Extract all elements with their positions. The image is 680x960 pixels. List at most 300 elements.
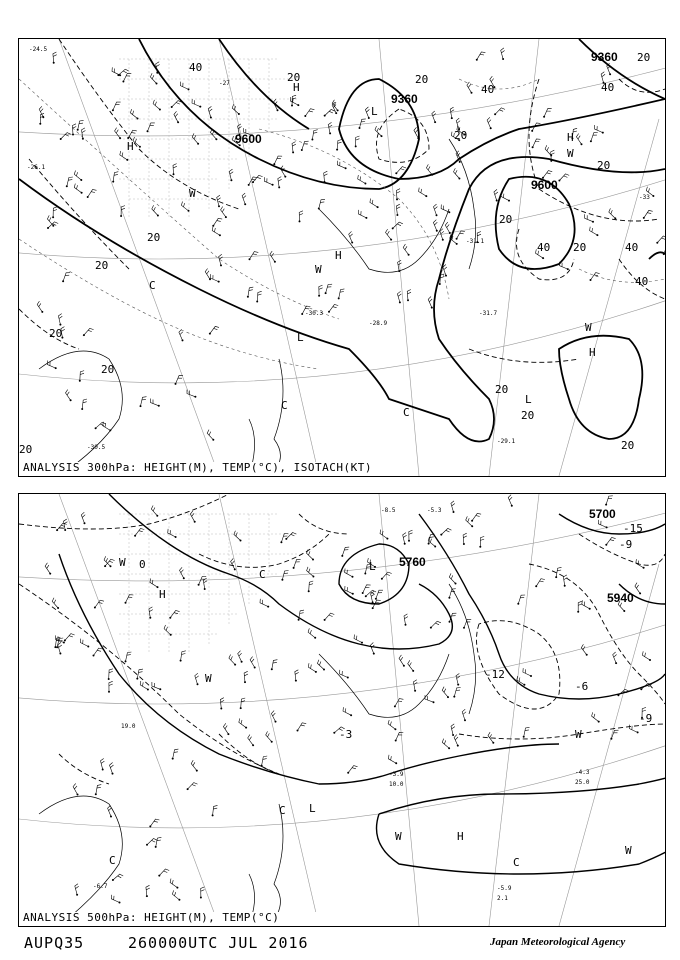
wind-barb: [451, 724, 455, 735]
station-dot: [596, 234, 598, 236]
station-dot: [187, 788, 189, 790]
station-dot: [301, 313, 303, 315]
wind-barb: [248, 287, 253, 297]
wind-barb: [151, 399, 159, 406]
wind-barb: [606, 496, 613, 505]
station-temp: -5.9: [497, 885, 512, 892]
wind-barb: [298, 723, 307, 731]
wind-barb: [152, 205, 158, 215]
wind-barb: [130, 109, 137, 118]
wind-barb: [156, 837, 162, 847]
temp-label: -9: [639, 712, 653, 725]
wind-barb: [319, 199, 325, 208]
isotach-label: 20: [499, 213, 513, 226]
wind-barb: [78, 120, 84, 129]
station-dot: [252, 744, 254, 746]
station-dot: [433, 701, 435, 703]
station-temp: -31.7: [479, 310, 498, 317]
station-dot: [463, 543, 465, 545]
station-dot: [278, 186, 280, 188]
isotach-contours-300: [19, 39, 665, 362]
station-dot: [431, 174, 433, 176]
wind-barb: [153, 100, 160, 110]
wind-barb: [508, 495, 512, 506]
station-dot: [240, 707, 242, 709]
panel-caption-500: ANALYSIS 500hPa: HEIGHT(M), TEMP(°C): [23, 911, 280, 924]
wind-barb: [148, 123, 155, 131]
wind-barb: [192, 99, 200, 107]
station-dot: [508, 200, 510, 202]
wind-barb: [324, 171, 328, 182]
wind-barb: [205, 269, 210, 280]
station-dot: [463, 627, 465, 629]
station-dot: [471, 92, 473, 94]
station-dot: [431, 307, 433, 309]
station-dot: [405, 624, 407, 626]
wind-barb: [642, 651, 650, 660]
station-dot: [439, 283, 441, 285]
station-dot: [324, 115, 326, 117]
station-dot: [311, 139, 313, 141]
wind-barb: [533, 139, 541, 147]
station-dot: [225, 216, 227, 218]
station-dot: [453, 696, 455, 698]
wind-barb: [592, 712, 599, 721]
station-dot: [297, 730, 299, 732]
wind-barb: [466, 516, 473, 526]
wind-barb: [591, 133, 598, 142]
wind-barb: [74, 171, 81, 181]
wind-barb: [229, 169, 233, 180]
wind-barb: [449, 573, 455, 583]
wind-barb: [308, 663, 316, 672]
wind-barb: [365, 107, 369, 118]
wind-barb: [81, 512, 85, 523]
wind-barb: [545, 145, 551, 155]
coastlines: [39, 584, 476, 926]
wind-barb: [370, 643, 374, 654]
station-dot: [209, 278, 211, 280]
station-dot: [60, 138, 62, 140]
station-dot: [94, 607, 96, 609]
wind-barb: [82, 399, 87, 409]
warm-center: W: [119, 556, 126, 569]
station-dot: [347, 772, 349, 774]
station-dot: [543, 116, 545, 118]
wind-barb: [152, 682, 160, 689]
station-dot: [156, 515, 158, 517]
station-dot: [267, 606, 269, 608]
station-dot: [212, 439, 214, 441]
station-dot: [66, 185, 68, 187]
wind-barb: [463, 533, 467, 544]
wind-barb: [456, 674, 460, 685]
station-dot: [149, 617, 151, 619]
wind-barb: [454, 688, 460, 697]
station-dot: [314, 637, 316, 639]
temp-label: -15: [623, 522, 643, 535]
wind-barb: [241, 698, 246, 708]
station-dot: [335, 112, 337, 114]
station-dot: [204, 588, 206, 590]
station-dot: [396, 214, 398, 216]
wind-barb: [109, 669, 113, 679]
station-dot: [492, 742, 494, 744]
wind-barb: [220, 698, 224, 709]
wind-barb: [339, 289, 345, 299]
wind-barb: [494, 189, 498, 200]
temperature-labels-500: [139, 522, 652, 741]
wind-barb: [559, 174, 569, 181]
station-dot: [140, 405, 142, 407]
wind-barb: [201, 887, 205, 898]
wind-barb: [431, 621, 441, 627]
low-center: L: [297, 331, 304, 344]
station-dot: [112, 879, 114, 881]
wind-barb: [150, 578, 158, 587]
station-dot: [156, 72, 158, 74]
station-dot: [56, 646, 58, 648]
station-dot: [72, 134, 74, 136]
station-dot: [158, 405, 160, 407]
station-dot: [365, 595, 367, 597]
agency-name: Japan Meteorological Agency: [490, 936, 626, 948]
wind-barb: [210, 326, 219, 333]
station-dot: [649, 659, 651, 661]
wind-barb: [244, 671, 248, 682]
wind-barb: [195, 673, 199, 684]
wind-barb: [451, 501, 455, 512]
station-dot: [425, 195, 427, 197]
wind-barb: [257, 291, 262, 301]
station-temp: -27: [219, 80, 230, 87]
station-dot: [62, 280, 64, 282]
station-dot: [95, 427, 97, 429]
station-dot: [159, 109, 161, 111]
station-dot: [605, 544, 607, 546]
station-dot: [41, 311, 43, 313]
coastlines: [39, 139, 476, 476]
station-dot: [212, 225, 214, 227]
station-temp: -30.5: [87, 444, 106, 451]
isotach-label: 20: [597, 159, 611, 172]
station-dot: [125, 602, 127, 604]
wind-barb: [47, 361, 55, 369]
wind-barb: [432, 111, 436, 122]
wind-barb: [345, 569, 353, 577]
wind-barb: [221, 207, 226, 218]
station-dot: [183, 577, 185, 579]
station-dot: [328, 311, 330, 313]
wind-barb: [266, 731, 272, 741]
isotach-label: 20: [95, 259, 109, 272]
station-dot: [108, 691, 110, 693]
wind-barb: [140, 681, 148, 690]
wind-barb: [349, 231, 353, 242]
chart-id: AUPQ35: [24, 934, 85, 952]
station-dot: [531, 130, 533, 132]
wind-barb: [388, 755, 396, 764]
wind-barb: [217, 195, 221, 206]
wind-barb: [399, 655, 404, 666]
station-dot: [476, 59, 478, 61]
station-dot: [80, 179, 82, 181]
station-dot: [120, 215, 122, 217]
station-dot: [136, 678, 138, 680]
station-dot: [284, 176, 286, 178]
pressure-centers-300: [127, 81, 596, 419]
height-label: 9600: [235, 132, 262, 146]
high-center: H: [159, 588, 166, 601]
wind-barb: [409, 530, 413, 541]
wind-barb: [75, 884, 79, 895]
wind-barb: [238, 651, 242, 662]
station-dot: [256, 301, 258, 303]
station-dot: [414, 690, 416, 692]
wind-barb: [360, 119, 366, 128]
station-dot: [249, 258, 251, 260]
wind-barb: [358, 175, 366, 184]
station-dot: [119, 902, 121, 904]
station-dot: [318, 208, 320, 210]
wind-barb: [53, 207, 57, 217]
station-dot: [577, 611, 579, 613]
station-dot: [209, 333, 211, 335]
station-dot: [352, 576, 354, 578]
station-dot: [490, 127, 492, 129]
station-dot: [586, 654, 588, 656]
station-dot: [605, 504, 607, 506]
station-dot: [403, 665, 405, 667]
wind-barb: [96, 422, 106, 428]
station-dot: [147, 689, 149, 691]
wind-barb: [213, 805, 218, 815]
station-dot: [459, 161, 461, 163]
station-dot: [238, 113, 240, 115]
station-dot: [338, 297, 340, 299]
station-dot: [234, 664, 236, 666]
station-dot: [81, 408, 83, 410]
station-dot: [640, 688, 642, 690]
station-dot: [292, 151, 294, 153]
wind-barb: [308, 628, 315, 637]
station-dot: [324, 619, 326, 621]
wind-barb: [113, 874, 123, 880]
wind-barb: [270, 251, 275, 262]
wind-barb: [445, 222, 450, 233]
wind-barb: [325, 613, 335, 620]
station-dot: [542, 257, 544, 259]
station-dot: [532, 146, 534, 148]
station-dot: [271, 668, 273, 670]
station-dot: [430, 627, 432, 629]
isotach-label: 20: [621, 439, 635, 452]
wind-barb: [413, 680, 417, 691]
station-temp: -4.3: [575, 769, 590, 776]
station-dot: [408, 254, 410, 256]
station-dot: [530, 675, 532, 677]
isotach-label: 40: [625, 241, 639, 254]
station-dot: [412, 670, 414, 672]
station-dot: [590, 140, 592, 142]
station-dot: [53, 62, 55, 64]
wind-barb: [457, 231, 465, 239]
wind-barb: [582, 600, 590, 608]
station-dot: [337, 109, 339, 111]
wind-barb: [58, 642, 62, 653]
wind-barb: [388, 720, 395, 729]
cold-center: C: [513, 856, 520, 869]
station-dot: [83, 334, 85, 336]
wind-barb: [332, 100, 337, 111]
wind-barb: [61, 133, 71, 139]
wind-barb: [495, 108, 505, 115]
isotach-label: 20: [19, 443, 33, 456]
station-dot: [122, 81, 124, 83]
station-dot: [523, 684, 525, 686]
temp-label: 0: [139, 558, 146, 571]
station-dot: [550, 160, 552, 162]
wind-barb: [450, 107, 454, 118]
warm-center: W: [205, 672, 212, 685]
station-dot: [589, 608, 591, 610]
station-dot: [398, 270, 400, 272]
station-dot: [564, 585, 566, 587]
station-dot: [345, 167, 347, 169]
wind-barb: [172, 890, 179, 899]
station-dot: [198, 584, 200, 586]
station-dot: [291, 105, 293, 107]
isotach-label: 20: [573, 241, 587, 254]
station-dot: [234, 568, 236, 570]
wind-barb: [84, 328, 94, 335]
wind-barb: [199, 577, 207, 585]
station-dot: [155, 846, 157, 848]
station-dot: [375, 598, 377, 600]
wind-barb: [309, 581, 314, 591]
station-dot: [112, 773, 114, 775]
wind-barb: [272, 660, 278, 670]
wind-barb: [523, 668, 531, 676]
isotach-label: 20: [495, 383, 509, 396]
station-dot: [390, 239, 392, 241]
station-dot: [399, 301, 401, 303]
station-dot: [299, 220, 301, 222]
station-dot: [609, 73, 611, 75]
station-dot: [652, 195, 654, 197]
wind-barb: [239, 718, 246, 727]
station-dot: [175, 536, 177, 538]
station-dot: [196, 770, 198, 772]
high-center: H: [127, 140, 134, 153]
station-dot: [386, 538, 388, 540]
station-dot: [341, 555, 343, 557]
height-label: 9360: [391, 92, 418, 106]
wind-barb: [109, 681, 113, 692]
station-dot: [352, 593, 354, 595]
wind-barb: [396, 204, 400, 215]
station-temp: -8.5: [381, 507, 396, 514]
isotach-label: 40: [481, 83, 495, 96]
isotach-label: 20: [454, 129, 468, 142]
wind-barb: [442, 739, 449, 749]
station-temp: -30.3: [305, 310, 324, 317]
isotach-label: 20: [101, 363, 115, 376]
station-dot: [471, 525, 473, 527]
wind-barb: [337, 140, 342, 150]
wind-barb: [250, 252, 259, 260]
wind-barb: [113, 172, 118, 182]
wind-barb: [488, 732, 493, 743]
analysis-500hpa-map: [19, 494, 665, 926]
wind-barb: [223, 723, 228, 734]
station-dot: [112, 181, 114, 183]
station-dot: [220, 264, 222, 266]
station-dot: [448, 211, 450, 213]
land-grid-hatch: [119, 514, 299, 654]
height-label: 5940: [607, 591, 634, 605]
station-dot: [494, 113, 496, 115]
wind-barb: [292, 142, 296, 153]
station-dot: [199, 106, 201, 108]
isotach-label: 20: [521, 409, 535, 422]
wind-barb: [450, 235, 457, 244]
warm-center: W: [315, 263, 322, 276]
station-dot: [197, 683, 199, 685]
low-center: L: [369, 560, 376, 573]
land-grid-hatch: [119, 59, 299, 219]
station-dot: [535, 585, 537, 587]
wind-barb: [88, 190, 97, 198]
wind-barb: [180, 82, 188, 90]
station-dot: [220, 708, 222, 710]
station-dot: [182, 339, 184, 341]
isotach-label: 20: [147, 231, 161, 244]
wind-barb: [212, 227, 220, 236]
station-dot: [57, 607, 59, 609]
station-dot: [146, 895, 148, 897]
cold-center: C: [109, 854, 116, 867]
station-dot: [64, 639, 66, 641]
graticule: [19, 494, 665, 926]
station-dot: [171, 106, 173, 108]
wind-barb: [462, 709, 466, 720]
wind-barb: [386, 229, 392, 240]
station-dot: [110, 816, 112, 818]
wind-barb: [480, 536, 484, 546]
wind-barb: [329, 305, 338, 312]
wind-barb: [312, 130, 317, 140]
wind-barb: [328, 122, 332, 133]
station-dot: [364, 183, 366, 185]
station-dot: [449, 621, 451, 623]
wind-barb: [305, 109, 314, 116]
wind-barb: [179, 329, 183, 340]
wind-barb: [591, 273, 600, 280]
station-dot: [381, 578, 383, 580]
wind-barb: [325, 109, 335, 115]
station-dot: [240, 540, 242, 542]
station-dot: [396, 198, 398, 200]
station-dot: [368, 117, 370, 119]
isotach-label: 20: [49, 327, 63, 340]
wind-barb: [403, 244, 408, 255]
wind-barb: [253, 175, 263, 182]
wind-barb: [74, 184, 81, 193]
wind-barb: [82, 128, 86, 139]
station-dot: [87, 196, 89, 198]
station-dot: [617, 694, 619, 696]
